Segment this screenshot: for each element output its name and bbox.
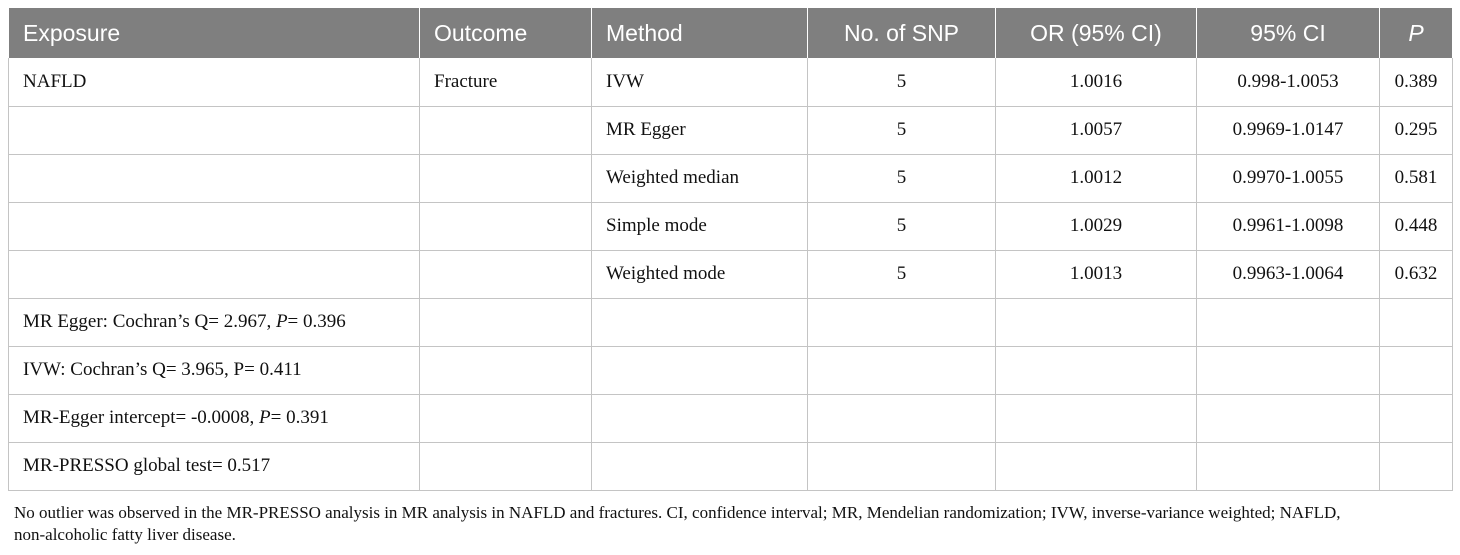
empty-cell [808, 442, 996, 490]
cell-exposure [9, 154, 420, 202]
empty-cell [996, 346, 1197, 394]
cell-outcome [420, 250, 592, 298]
cell-method: MR Egger [592, 106, 808, 154]
empty-cell [808, 394, 996, 442]
note-mr-egger-intercept [9, 394, 420, 442]
empty-cell [1197, 298, 1380, 346]
note-intercept-p: P [259, 407, 271, 428]
cell-snp-count: 5 [808, 58, 996, 106]
empty-cell [592, 442, 808, 490]
cell-p: 0.581 [1380, 154, 1453, 202]
cell-p: 0.389 [1380, 58, 1453, 106]
cell-or: 1.0029 [996, 202, 1197, 250]
header-p-label: P [1408, 19, 1424, 46]
cell-snp-count: 5 [808, 202, 996, 250]
note-row [9, 394, 1453, 442]
cell-or: 1.0057 [996, 106, 1197, 154]
note-egger-prefix: MR Egger: Cochran’s Q= 2.967, [23, 311, 276, 332]
cell-exposure: NAFLD [9, 58, 420, 106]
cell-method: IVW [592, 58, 808, 106]
cell-or: 1.0016 [996, 58, 1197, 106]
table-row [9, 202, 1453, 250]
empty-cell [420, 442, 592, 490]
empty-cell [996, 442, 1197, 490]
note-mr-egger-cochran [9, 298, 420, 346]
cell-ci: 0.9969-1.0147 [1197, 106, 1380, 154]
empty-cell [1380, 442, 1453, 490]
cell-or: 1.0013 [996, 250, 1197, 298]
mr-results-table [8, 8, 1453, 491]
note-egger-p: P [275, 311, 288, 332]
footnote-line-1: No outlier was observed in the MR-PRESSO analysis in MR analysis in NAFLD and fractures. CI, confidence interval; MR, Mendelian randomization; IVW, inverse-variance weighted; NAFLD, [14, 503, 1341, 522]
empty-cell [592, 298, 808, 346]
cell-method: Simple mode [592, 202, 808, 250]
cell-method: Weighted median [592, 154, 808, 202]
cell-outcome [420, 202, 592, 250]
header-no-of-snp: No. of SNP [808, 8, 996, 58]
table-row [9, 154, 1453, 202]
header-outcome: Outcome [420, 8, 592, 58]
cell-outcome: Fracture [420, 58, 592, 106]
table-row [9, 106, 1453, 154]
header-or-95ci: OR (95% CI) [996, 8, 1197, 58]
header-exposure: Exposure [9, 8, 420, 58]
note-row [9, 442, 1453, 490]
cell-ci: 0.9970-1.0055 [1197, 154, 1380, 202]
empty-cell [1197, 346, 1380, 394]
empty-cell [1197, 442, 1380, 490]
empty-cell [420, 346, 592, 394]
header-95ci: 95% CI [1197, 8, 1380, 58]
table-row [9, 250, 1453, 298]
note-egger-suffix: = 0.396 [287, 311, 346, 332]
empty-cell [592, 394, 808, 442]
empty-cell [1380, 346, 1453, 394]
cell-exposure [9, 202, 420, 250]
cell-ci: 0.998-1.0053 [1197, 58, 1380, 106]
cell-exposure [9, 106, 420, 154]
cell-snp-count: 5 [808, 106, 996, 154]
cell-or: 1.0012 [996, 154, 1197, 202]
cell-exposure [9, 250, 420, 298]
empty-cell [420, 394, 592, 442]
cell-ci: 0.9961-1.0098 [1197, 202, 1380, 250]
note-mr-presso: MR-PRESSO global test= 0.517 [9, 442, 420, 490]
results-table-container [8, 8, 1452, 491]
header-p [1380, 8, 1453, 58]
table-row [9, 58, 1453, 106]
note-row [9, 346, 1453, 394]
note-row [9, 298, 1453, 346]
cell-p: 0.632 [1380, 250, 1453, 298]
cell-ci: 0.9963-1.0064 [1197, 250, 1380, 298]
empty-cell [808, 346, 996, 394]
cell-p: 0.295 [1380, 106, 1453, 154]
cell-p: 0.448 [1380, 202, 1453, 250]
table-footnote [14, 502, 1454, 546]
note-ivw-cochran: IVW: Cochran’s Q= 3.965, P= 0.411 [9, 346, 420, 394]
note-intercept-prefix: MR-Egger intercept= -0.0008, [23, 407, 260, 428]
note-intercept-suffix: = 0.391 [270, 407, 329, 428]
empty-cell [420, 298, 592, 346]
cell-method: Weighted mode [592, 250, 808, 298]
header-row [9, 8, 1453, 58]
header-method: Method [592, 8, 808, 58]
empty-cell [592, 346, 808, 394]
empty-cell [808, 298, 996, 346]
empty-cell [1197, 394, 1380, 442]
empty-cell [996, 298, 1197, 346]
cell-outcome [420, 154, 592, 202]
footnote-line-2: non-alcoholic fatty liver disease. [14, 525, 236, 544]
empty-cell [996, 394, 1197, 442]
empty-cell [1380, 298, 1453, 346]
cell-outcome [420, 106, 592, 154]
cell-snp-count: 5 [808, 250, 996, 298]
empty-cell [1380, 394, 1453, 442]
cell-snp-count: 5 [808, 154, 996, 202]
